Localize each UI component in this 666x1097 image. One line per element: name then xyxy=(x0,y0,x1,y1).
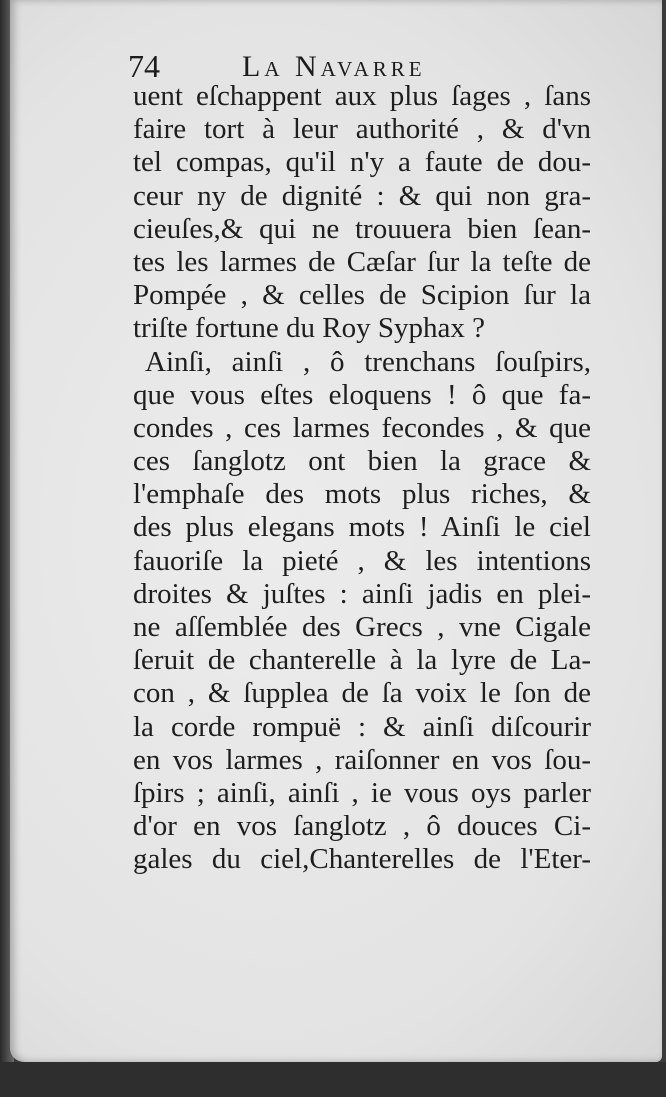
text-line: ces ſanglotz ont bien la grace & xyxy=(133,445,591,478)
text-line: tel compas, qu'il n'y a faute de dou- xyxy=(133,146,591,179)
text-line: ne aſſemblée des Grecs , vne Cigale xyxy=(133,611,591,643)
page-number: 74 xyxy=(128,48,160,84)
text-line: l'emphaſe des mots plus riches, & xyxy=(133,478,591,511)
text-line: ſpirs ; ainſi, ainſi , ie vous oys parler xyxy=(133,776,591,809)
text-line: la corde rompuë : & ainſi diſcourir xyxy=(133,710,591,743)
text-line: d'or en vos ſanglotz , ô douces Ci- xyxy=(133,810,591,843)
text-line: des plus elegans mots ! Ainſi le ciel xyxy=(133,511,591,544)
text-line: Ainſi, ainſi , ô trenchans ſouſpirs, xyxy=(145,345,591,378)
scan-background xyxy=(0,1062,666,1097)
text-line: triſte fortune du Roy Syphax ? xyxy=(133,312,485,345)
text-line: tes les larmes de Cæſar ſur la teſte de xyxy=(133,245,591,278)
text-line: Pompée , & celles de Scipion ſur la xyxy=(133,279,591,312)
text-line: que vous eſtes eloquens ! ô que fa- xyxy=(133,378,591,411)
text-line: ceur ny de dignité : & qui non gra- xyxy=(133,179,591,212)
text-line: gales du ciel,Chanterelles de l'Eter- xyxy=(133,843,591,876)
text-line: faire tort à leur authorité , & d'vn xyxy=(133,113,591,146)
running-title: La Navarre xyxy=(242,50,426,83)
text-line: fauoriſe la pieté , & les intentions xyxy=(133,544,591,577)
text-line: condes , ces larmes fecondes , & que xyxy=(133,411,591,444)
text-line: uent eſchappent aux plus ſages , ſans xyxy=(133,80,591,112)
text-line: cieuſes,& qui ne trouuera bien ſean- xyxy=(133,212,591,245)
text-line: droites & juſtes : ainſi jadis en plei- xyxy=(133,577,591,610)
text-line: ſeruit de chanterelle à la lyre de La- xyxy=(133,644,591,677)
body-text xyxy=(133,80,591,877)
text-line: con , & ſupplea de ſa voix le ſon de xyxy=(133,677,591,710)
text-line: en vos larmes , raiſonner en vos ſou- xyxy=(133,743,591,776)
